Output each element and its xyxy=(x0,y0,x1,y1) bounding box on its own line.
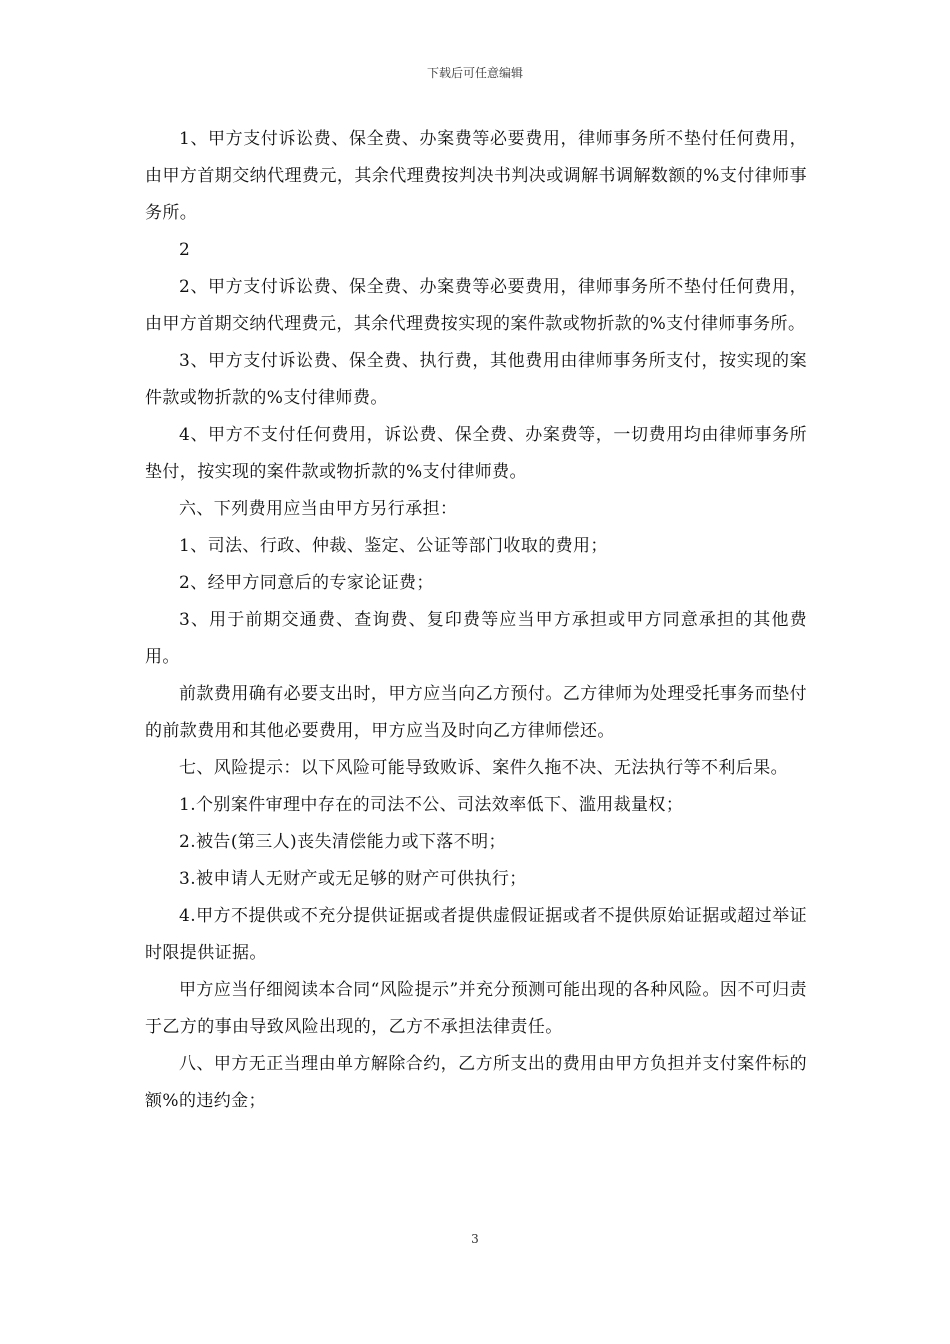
page-number: 3 xyxy=(471,1232,479,1246)
risk-item-4: 4.甲方不提供或不充分提供证据或者提供虚假证据或者不提供原始证据或超过举证时限提供证据。 xyxy=(145,906,807,963)
risk-item-2: 2.被告(第三人)丧失清偿能力或下落不明； xyxy=(179,832,506,852)
section-six-item-3: 3、用于前期交通费、查询费、复印费等应当甲方承担或甲方同意承担的其他费用。 xyxy=(145,610,807,667)
page-header: 下载后可任意编辑 xyxy=(426,66,523,80)
paragraph-advance-payment: 前款费用确有必要支出时，甲方应当向乙方预付。乙方律师为处理受托事务而垫付的前款费用和其他必要费用，甲方应当及时向乙方律师偿还。 xyxy=(145,684,807,741)
section-six-item-2: 2、经甲方同意后的专家论证费； xyxy=(179,573,434,593)
section-six-item-1: 1、司法、行政、仲裁、鉴定、公证等部门收取的费用； xyxy=(179,536,608,556)
paragraph-fee-option-1: 1、甲方支付诉讼费、保全费、办案费等必要费用，律师事务所不垫付任何费用，由甲方首期交纳代理费元，其余代理费按判决书判决或调解书调解数额的%支付律师事务所。 xyxy=(145,129,807,223)
paragraph-fee-option-2: 2、甲方支付诉讼费、保全费、办案费等必要费用，律师事务所不垫付任何费用，由甲方首期交纳代理费元，其余代理费按实现的案件款或物折款的%支付律师事务所。 xyxy=(145,277,807,334)
paragraph-fee-option-3: 3、甲方支付诉讼费、保全费、执行费，其他费用由律师事务所支付，按实现的案件款或物折款的%支付律师费。 xyxy=(145,351,807,408)
document-body xyxy=(145,121,807,1120)
risk-item-3: 3.被申请人无财产或无足够的财产可供执行； xyxy=(179,869,527,889)
paragraph-risk-notice: 甲方应当仔细阅读本合同“风险提示”并充分预测可能出现的各种风险。因不可归责于乙方的事由导致风险出现的，乙方不承担法律责任。 xyxy=(145,980,807,1037)
risk-item-1: 1.个别案件审理中存在的司法不公、司法效率低下、滥用裁量权； xyxy=(179,795,684,815)
section-six-heading: 六、下列费用应当由甲方另行承担： xyxy=(179,499,458,519)
paragraph-number-2: 2 xyxy=(179,240,191,260)
paragraph-fee-option-4: 4、甲方不支付任何费用，诉讼费、保全费、办案费等，一切费用均由律师事务所垫付，按实现的案件款或物折款的%支付律师费。 xyxy=(145,425,807,482)
section-seven-heading: 七、风险提示：以下风险可能导致败诉、案件久拖不决、无法执行等不利后果。 xyxy=(179,758,788,778)
section-eight-heading: 八、甲方无正当理由单方解除合约，乙方所支出的费用由甲方负担并支付案件标的额%的违约金； xyxy=(145,1054,807,1111)
